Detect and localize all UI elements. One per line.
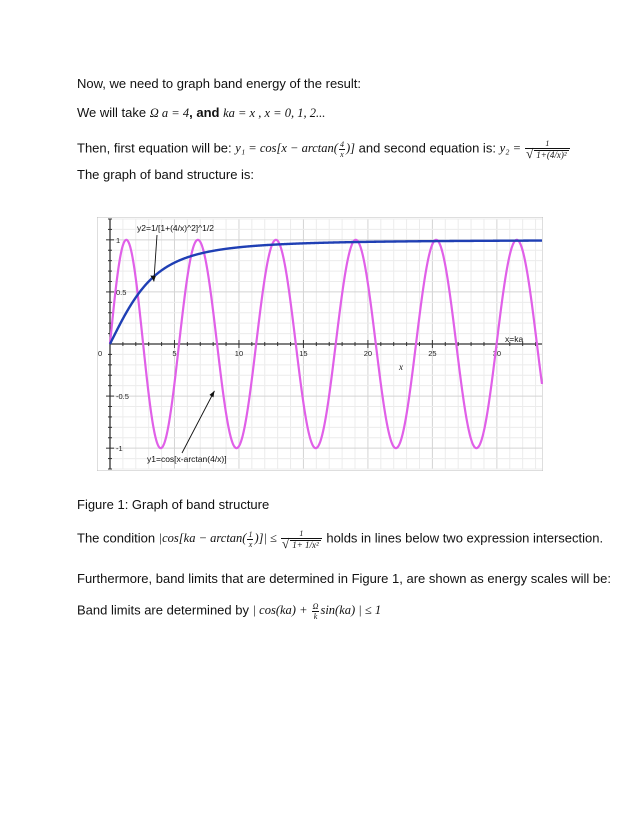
- band-fraction: [312, 602, 320, 621]
- band-math: [252, 602, 382, 621]
- eq1-fraction: [339, 140, 345, 159]
- graph-caption: [77, 167, 254, 182]
- x-axis-name: x=ka: [505, 334, 524, 344]
- band-prefix: Band limits are determined by: [77, 602, 249, 618]
- x-tick-label: 5: [172, 349, 177, 358]
- eq2-fraction: [525, 139, 569, 160]
- furthermore-line: [77, 571, 611, 586]
- band-math-end: sin(ka) | ≤ 1: [320, 603, 382, 618]
- condition-suffix: holds in lines below two expression intersection.: [326, 530, 604, 546]
- x-tick-label: 15: [299, 349, 308, 358]
- eq-mid: and second equation is:: [358, 140, 496, 156]
- band-math-text: | cos(ka) +: [252, 603, 311, 618]
- x-tick-label: 25: [428, 349, 437, 358]
- eq1-math: [235, 140, 355, 159]
- condition-rhs-den: √ 1+ 1/x²: [282, 536, 319, 551]
- x-tick-label: 20: [363, 349, 373, 358]
- condition-prefix: The condition: [77, 530, 156, 546]
- condition-rhs-num: 1: [281, 529, 322, 539]
- condition-rhs-radicand: 1+ 1/x²: [292, 540, 319, 550]
- band-limits-line: [77, 602, 381, 621]
- eq1-num: 4: [339, 140, 344, 149]
- eq2-den: √ 1+(4/x)²: [526, 146, 567, 161]
- band-frac-num: Ω: [312, 602, 319, 611]
- x-axis-label: x: [399, 362, 403, 372]
- condition-fraction: [247, 530, 253, 549]
- eq2-left: y₂ =: [499, 141, 525, 156]
- intro-sentence: Now, we need to graph band energy of the result:: [77, 76, 362, 91]
- eq2-radicand: 1+(4/x)²: [536, 150, 567, 160]
- y-tick-label: 1: [116, 235, 121, 245]
- condition-math: [158, 529, 323, 551]
- condition-end: )]| ≤: [254, 531, 277, 546]
- eq1-end: )]: [345, 141, 355, 156]
- graph-caption-text: The graph of band structure is:: [77, 167, 255, 182]
- omega-a-math: Ω a = 4: [149, 106, 190, 120]
- condition-line: [77, 529, 603, 550]
- y-tick-label: -0.5: [116, 392, 129, 402]
- band-structure-figure: [97, 217, 543, 471]
- take-prefix: We will take: [77, 105, 147, 120]
- condition-math-text: |cos[ka − arctan(: [158, 531, 247, 546]
- x-tick-label: 10: [234, 349, 244, 358]
- y1-annotation-label: y1=cos[x-arctan(4/x)]: [147, 454, 227, 464]
- equation-line: [77, 139, 571, 160]
- figure-caption-text: Figure 1: Graph of band structure: [77, 497, 270, 512]
- eq1-den: x: [340, 150, 344, 159]
- intro-text: [77, 76, 361, 91]
- band-structure-chart: [97, 217, 543, 471]
- condition-rhs-fraction: [281, 529, 322, 550]
- eq1-text: y₁ = cos[x − arctan(: [235, 141, 338, 156]
- band-frac-den: k: [313, 612, 318, 621]
- figure-caption: [77, 497, 269, 512]
- furthermore-text: Furthermore, band limits that are determined in Figure 1, are shown as energy scales will be:: [77, 571, 611, 586]
- eq2-math: [499, 139, 571, 161]
- y-tick-label: 0.5: [116, 287, 127, 297]
- eq-prefix: Then, first equation will be:: [77, 140, 232, 156]
- eq2-num: 1: [525, 139, 569, 149]
- ka-math: ka = x , x = 0, 1, 2...: [223, 106, 326, 120]
- y2-annotation-label: y2=1/[1+(4/x)^2]^1/2: [137, 223, 214, 233]
- condition-den: x: [248, 540, 253, 549]
- x-tick-label: 30: [492, 349, 502, 358]
- y-tick-label: -1: [116, 444, 123, 454]
- take-and: , and: [189, 105, 220, 120]
- condition-num: 1: [248, 530, 253, 539]
- take-line: [77, 105, 325, 121]
- x-tick-label: 0: [98, 349, 103, 358]
